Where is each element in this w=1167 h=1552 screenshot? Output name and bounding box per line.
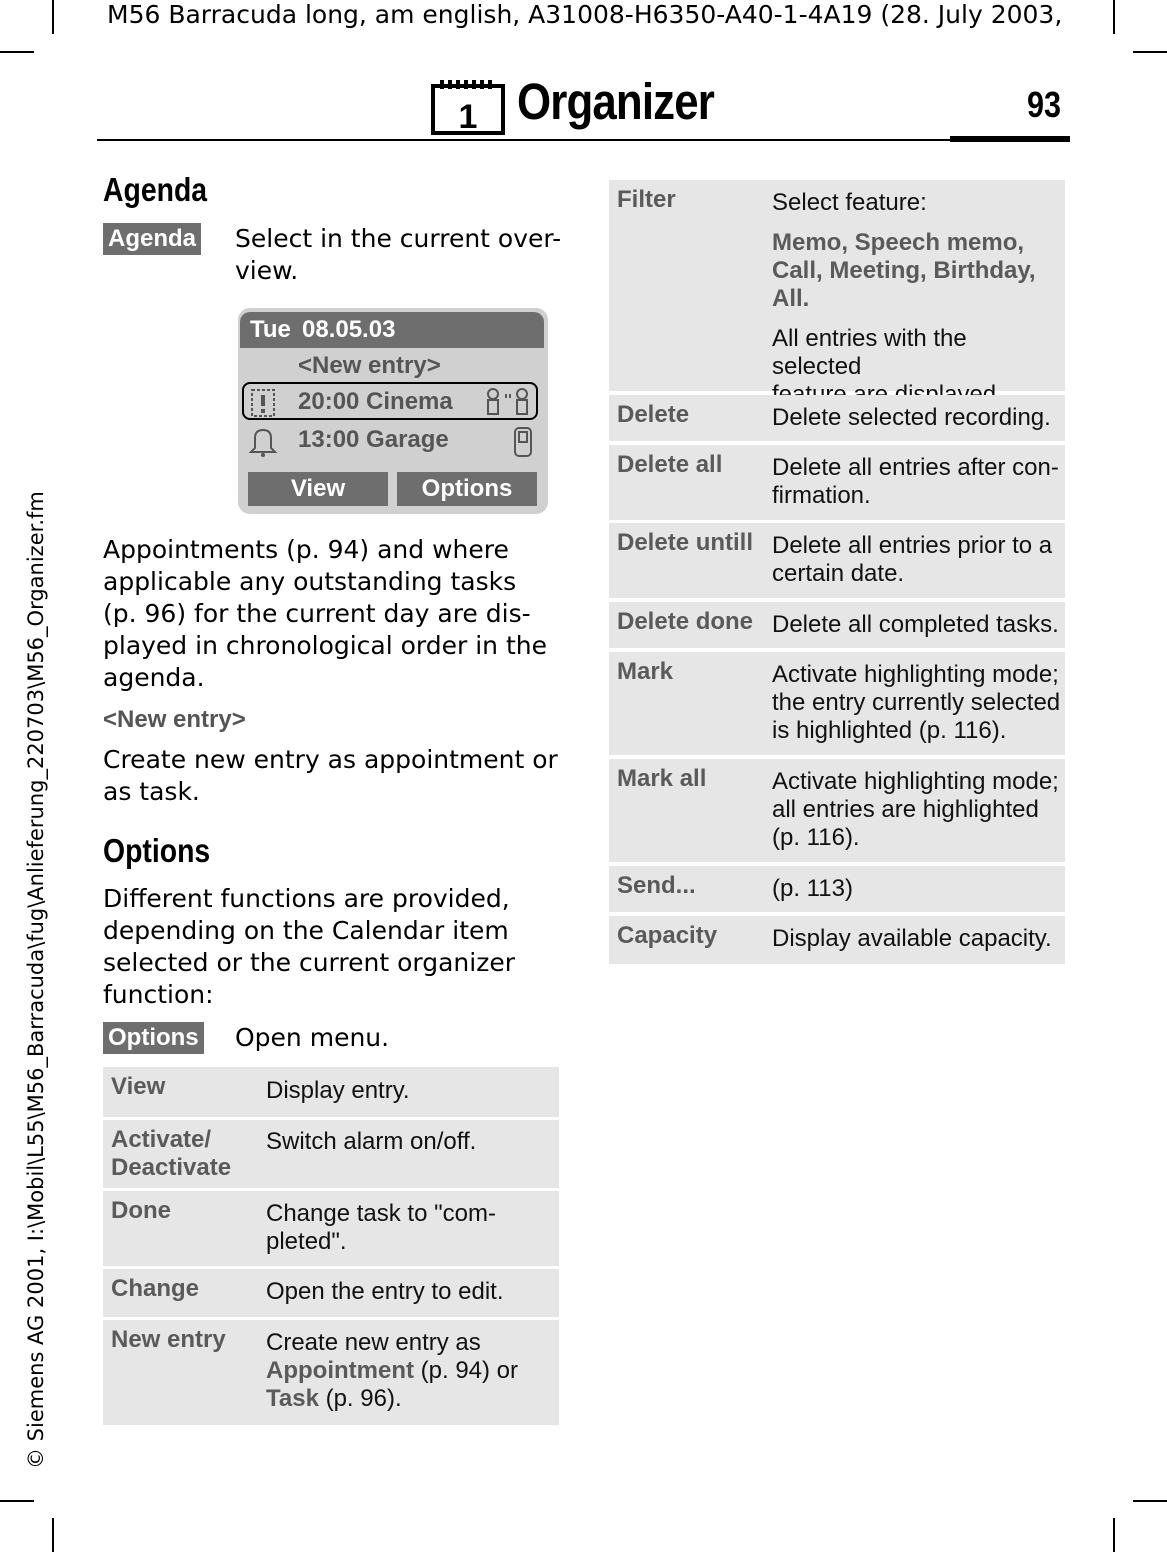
side-note: © Siemens AG 2001, I:\Mobil\L55\M56_Barracuda\fug\Anlieferung_220703\M56_Organizer.fm [24,491,48,1469]
table-row [103,1120,559,1188]
table-key: Capacity [617,922,718,949]
new-entry-line: as task. [103,777,200,806]
phone-icon [512,426,534,458]
table-row [103,1269,559,1317]
table-value-line: all entries are highlighted [772,796,1039,823]
bell-icon [248,426,278,458]
screen-row[interactable]: <New entry> [298,352,441,379]
view-button[interactable]: View [248,472,388,506]
table-value [266,1200,496,1256]
table-key: Mark all [617,765,707,792]
table-row [609,759,1065,862]
table-row [103,1067,559,1117]
table-row [609,395,1065,441]
table-row [609,866,1065,912]
table-key: Send... [617,872,696,899]
table-row [609,523,1065,598]
page-title: Organizer [517,73,715,130]
table-value: Display available capacity. [772,925,1052,952]
table-value-line: Activate highlighting mode; [772,768,1059,795]
screen-row[interactable]: 13:00 Garage [298,426,449,453]
table-key: Mark [617,658,674,685]
agenda-paragraph-line: applicable any outstanding tasks [103,567,517,596]
filter-feature-line: Call, Meeting, Birthday, [772,257,1036,284]
table-row [103,1320,559,1425]
crop-mark [52,1518,54,1552]
table-value-line [266,1357,518,1385]
table-key-line: Deactivate [111,1154,232,1181]
appointment-link: Appointment [266,1357,414,1384]
page-number: 93 [1027,84,1062,125]
table-row [609,916,1065,964]
table-value: Delete all completed tasks. [772,611,1059,638]
agenda-paragraph-line: (p. 96) for the current day are dis- [103,599,531,628]
table-value-line: pleted". [266,1228,347,1255]
table-key: Change [111,1275,200,1302]
table-row [609,602,1065,648]
section-heading-options: Options [103,832,211,869]
section-heading-agenda: Agenda [103,171,208,208]
table-key: Done [111,1197,171,1224]
table-key: Delete [617,401,690,428]
filter-feature-line: All. [772,285,810,312]
table-key [111,1126,231,1182]
table-row [103,1191,559,1266]
table-value: (p. 113) [772,875,853,902]
table-value-line: All entries with the selected [772,325,967,380]
options-paragraph-line: depending on the Calendar item [103,916,509,945]
crop-mark [1133,51,1167,53]
table-row [609,445,1065,520]
options-softkey[interactable]: Options [103,1022,204,1054]
calendar-icon [430,78,506,136]
table-row [609,652,1065,755]
agenda-paragraph-line: Appointments (p. 94) and where [103,535,509,564]
filter-feature-line: Memo, Speech memo, [772,229,1025,256]
table-value-line [266,1385,518,1413]
options-button[interactable]: Options [397,472,537,506]
table-value-line: is highlighted (p. 116). [772,717,1007,744]
agenda-paragraph-line: agenda. [103,663,205,692]
options-softkey-desc: Open menu. [235,1023,390,1052]
table-key: New entry [111,1326,226,1353]
table-value [772,189,1062,409]
screen-day: Tue [250,316,291,343]
agenda-softkey-desc-1: Select in the current over- [235,224,562,253]
table-key: Delete untill [617,529,754,556]
table-value-line: Activate highlighting mode; [772,661,1059,688]
table-value-line: Delete all entries after con- [772,454,1059,481]
table-value [772,661,1060,745]
header-rule [97,139,950,141]
table-key: Delete done [617,608,754,635]
crop-mark [52,0,54,34]
table-value [772,454,1059,510]
table-value-line: Delete all entries prior to a [772,532,1053,559]
options-paragraph-line: selected or the current organizer [103,948,515,977]
task-ref: (p. 96). [318,1385,402,1412]
options-paragraph-line: Different functions are provided, [103,884,510,913]
table-value [266,1329,518,1413]
table-value [772,532,1052,588]
meeting-icon [484,386,532,418]
table-value: Switch alarm on/off. [266,1128,477,1155]
table-value: Display entry. [266,1077,410,1104]
task-link: Task [266,1385,319,1412]
table-value-line: Select feature: [772,189,927,216]
crop-mark [0,51,34,53]
crop-mark [1113,1518,1115,1552]
table-value-line: the entry currently selected [772,689,1061,716]
crop-mark [1133,1500,1167,1502]
table-row [609,180,1065,391]
phone-screen [238,308,548,514]
new-entry-label: <New entry> [103,706,246,733]
calendar-icon-digit: 1 [458,98,478,136]
crop-mark [0,1500,34,1502]
task-icon [250,388,276,418]
agenda-paragraph-line: played in chronological order in the [103,631,548,660]
running-head: M56 Barracuda long, am english, A31008-H6350-A40-1-4A19 (28. July 2003, [107,0,1063,29]
header-rule-thick [950,136,1070,142]
agenda-softkey-desc-2: view. [235,256,299,285]
crop-mark [1113,0,1115,34]
screen-date: 08.05.03 [302,316,396,343]
table-value: Open the entry to edit. [266,1278,504,1305]
table-key: View [111,1073,166,1100]
options-paragraph-line: function: [103,980,214,1009]
new-entry-line: Create new entry as appointment or [103,745,558,774]
table-value-line: firmation. [772,482,871,509]
table-key: Filter [617,186,676,213]
table-value: Delete selected recording. [772,404,1051,431]
table-value-line: certain date. [772,560,905,587]
table-value [772,768,1059,852]
table-value-line: Create new entry as [266,1329,481,1356]
table-key-line: Activate/ [111,1126,212,1153]
screen-header [240,312,544,348]
table-key: Delete all [617,451,723,478]
screen-row[interactable]: 20:00 Cinema [298,388,453,415]
table-value-line: Change task to "com- [266,1200,496,1227]
agenda-softkey[interactable]: Agenda [103,223,201,255]
table-value-line: (p. 116). [772,824,860,851]
appointment-ref: (p. 94) or [413,1357,519,1384]
